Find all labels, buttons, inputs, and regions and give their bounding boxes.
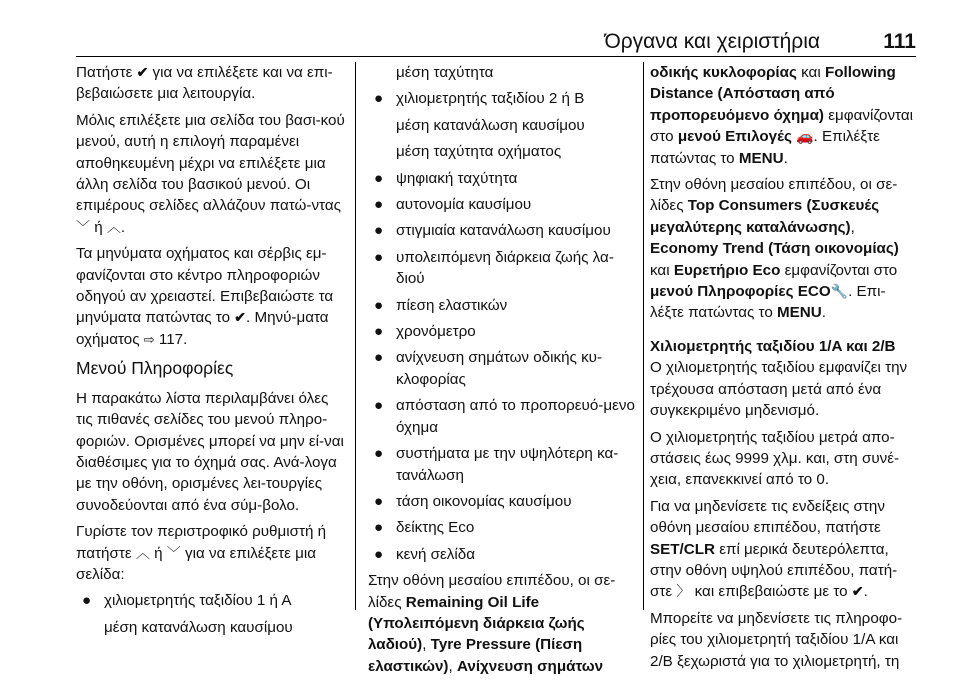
paragraph: Για να μηδενίσετε τις ενδείξεις στην οθόνη μεσαίου επιπέδου, πατήστε SET/CLR επί μερικά δευτερόλεπτα, στην οθόνη υψηλού επιπέδου, πατή-στε 〉 και επιβεβαιώστε με το ✔. bbox=[650, 497, 898, 601]
list-item: ● στιγμιαία κατανάλωση καυσίμου bbox=[368, 220, 638, 241]
column-divider bbox=[355, 62, 356, 610]
list-item-continuation: μέση ταχύτητα οχήματος bbox=[396, 143, 562, 161]
check-icon: ✔ bbox=[136, 64, 149, 80]
list-item: ● τάση οικονομίας καυσίμου bbox=[368, 491, 638, 512]
list-item-continuation: μέση κατανάλωση καυσίμου bbox=[396, 116, 585, 134]
bullet-icon: ● bbox=[374, 492, 384, 510]
bullet-icon: ● bbox=[374, 349, 384, 367]
page-reference-link[interactable]: 117. bbox=[158, 330, 188, 348]
paragraph: Τα μηνύματα οχήματος και σέρβις εμ-φανίζονται στο κέντρο πληροφοριών οδηγού αν χρειαστεί. Επιβεβαιώστε τα μηνύματα πατώντας το ✔. Μηνύ-ματα οχήματος ⇨ 117. bbox=[76, 245, 334, 348]
column-divider bbox=[643, 62, 644, 610]
paragraph: Μπορείτε να μηδενίσετε τις πληροφο-ρίες του χιλιομετρητή ταξιδίου 1/A και 2/B ξεχωριστά για το χιλιομετρητή, τη bbox=[650, 609, 903, 670]
paragraph: Η παρακάτω λίστα περιλαμβάνει όλες τις πιθανές σελίδες του μενού πληρο-φοριών. Ορισμένες μπορεί να μην εί-ναι διαθέσιμες για το όχημά σας. Ανά-λογα με την οθόνη, ορισμένες λει-τουργίες συνοδεύονται από ένα σύμ-βολο. bbox=[76, 389, 344, 514]
list-item: ● χιλιομετρητής ταξιδίου 1 ή Α bbox=[76, 590, 348, 611]
list-item: ● δείκτης Eco bbox=[368, 517, 638, 538]
section-heading: Μενού Πληροφορίες bbox=[76, 358, 234, 379]
paragraph: Ο χιλιομετρητής ταξιδίου εμφανίζει την τρέχουσα απόσταση μετά από ένα συγκεκριμένο μηδενισμό. bbox=[650, 359, 908, 420]
page-reference-icon: ⇨ bbox=[143, 331, 155, 347]
list-item: ● συστήματα με την υψηλότερη κα-τανάλωση bbox=[374, 445, 619, 484]
list-item: ● ανίχνευση σημάτων οδικής κυ-κλοφορίας bbox=[374, 349, 603, 388]
paragraph: Στην οθόνη μεσαίου επιπέδου, οι σε-λίδες Remaining Oil Life (Υπολειπόμενη διάρκεια ζωής λαδιού), Tyre Pressure (Πίεση ελαστικών), Ανίχνευση σημάτων bbox=[368, 572, 616, 675]
section-heading: Χιλιομετρητής ταξιδίου 1/A και 2/B bbox=[650, 337, 896, 355]
bullet-icon: ● bbox=[374, 248, 384, 266]
chevron-right-icon: 〉 bbox=[676, 583, 691, 600]
bullet-icon: ● bbox=[374, 323, 384, 341]
list-item: ● χιλιομετρητής ταξιδίου 2 ή Β bbox=[368, 88, 638, 109]
list-item-continuation: μέση κατανάλωση καυσίμου bbox=[104, 618, 293, 636]
list-item: ● χρονόμετρο bbox=[368, 321, 638, 342]
list-item: ● πίεση ελαστικών bbox=[368, 295, 638, 316]
chevron-down-icon: ﹀ bbox=[166, 544, 181, 561]
car-icon: 🚗 bbox=[796, 128, 814, 145]
list-item-continuation: μέση ταχύτητα bbox=[396, 64, 494, 81]
bullet-icon: ● bbox=[374, 397, 384, 415]
list-item: ● κενή σελίδα bbox=[368, 544, 638, 565]
text-column-2 bbox=[368, 62, 638, 682]
page-number: 111 bbox=[883, 30, 916, 53]
paragraph: Ο χιλιομετρητής ταξιδίου μετρά απο-στάσεις έως 9999 χλμ. και, στη συνέ-χεια, επανεκκινεί από το 0. bbox=[650, 428, 900, 489]
text-column-1 bbox=[76, 62, 348, 643]
list-item: ● απόσταση από το προπορευό-μενο όχημα bbox=[374, 397, 635, 436]
chevron-down-icon: ﹀ bbox=[76, 218, 90, 235]
paragraph: Μόλις επιλέξετε μια σελίδα του βασι-κού μενού, αυτή η επιλογή παραμένει αποθηκευμένη μέχρι να επιλέξετε μια άλλη σελίδα του βασικού μενού. Οι επιμέρους σελίδες αλλάζουν πατώ-ντας ﹀ ή ︿. bbox=[76, 111, 345, 236]
chevron-up-icon: ︿ bbox=[135, 544, 150, 561]
paragraph: Γυρίστε τον περιστροφικό ρυθμιστή ή πατήστε ︿ ή ﹀ για να επιλέξετε μια σελίδα: bbox=[76, 523, 327, 583]
list-item: ● ψηφιακή ταχύτητα bbox=[368, 168, 638, 189]
chevron-up-icon: ︿ bbox=[106, 218, 121, 235]
bullet-icon: ● bbox=[374, 296, 384, 314]
wrench-icon: 🔧 bbox=[830, 283, 849, 300]
bullet-icon: ● bbox=[374, 169, 384, 187]
bullet-icon: ● bbox=[374, 519, 384, 537]
bullet-icon: ● bbox=[374, 222, 384, 240]
list-item: ● αυτονομία καυσίμου bbox=[368, 194, 638, 215]
bullet-icon: ● bbox=[374, 90, 384, 108]
paragraph: Στην οθόνη μεσαίου επιπέδου, οι σε-λίδες Top Consumers (Συσκευές μεγαλύτερης καταλάνωσης), Economy Trend (Τάση οικονομίας) και Ευρετήριο Eco εμφανίζονται στο μενού Πληροφορίες ECO🔧. Επι-λέξτε πατώντας το MENU. bbox=[650, 176, 899, 322]
paragraph: οδικής κυκλοφορίας και Following Distance (Απόσταση από προπορευόμενο όχημα) εμφανίζονται στο μενού Επιλογές 🚗. Επιλέξτε πατώντας το MENU. bbox=[650, 64, 913, 167]
bullet-icon: ● bbox=[374, 196, 384, 214]
bullet-icon: ● bbox=[374, 445, 384, 463]
bullet-icon: ● bbox=[82, 592, 92, 610]
text-column-3 bbox=[650, 62, 918, 677]
check-icon: ✔ bbox=[234, 309, 246, 326]
header-rule bbox=[76, 56, 916, 57]
check-icon: ✔ bbox=[851, 583, 864, 600]
paragraph: Πατήστε ✔ για να επιλέξετε και να επι-βεβαιώσετε μια λειτουργία. bbox=[76, 64, 333, 103]
page-header-title: Όργανα και χειριστήρια bbox=[604, 30, 820, 53]
bullet-icon: ● bbox=[374, 545, 384, 563]
list-item: ● υπολειπόμενη διάρκεια ζωής λα-διού bbox=[374, 248, 614, 288]
